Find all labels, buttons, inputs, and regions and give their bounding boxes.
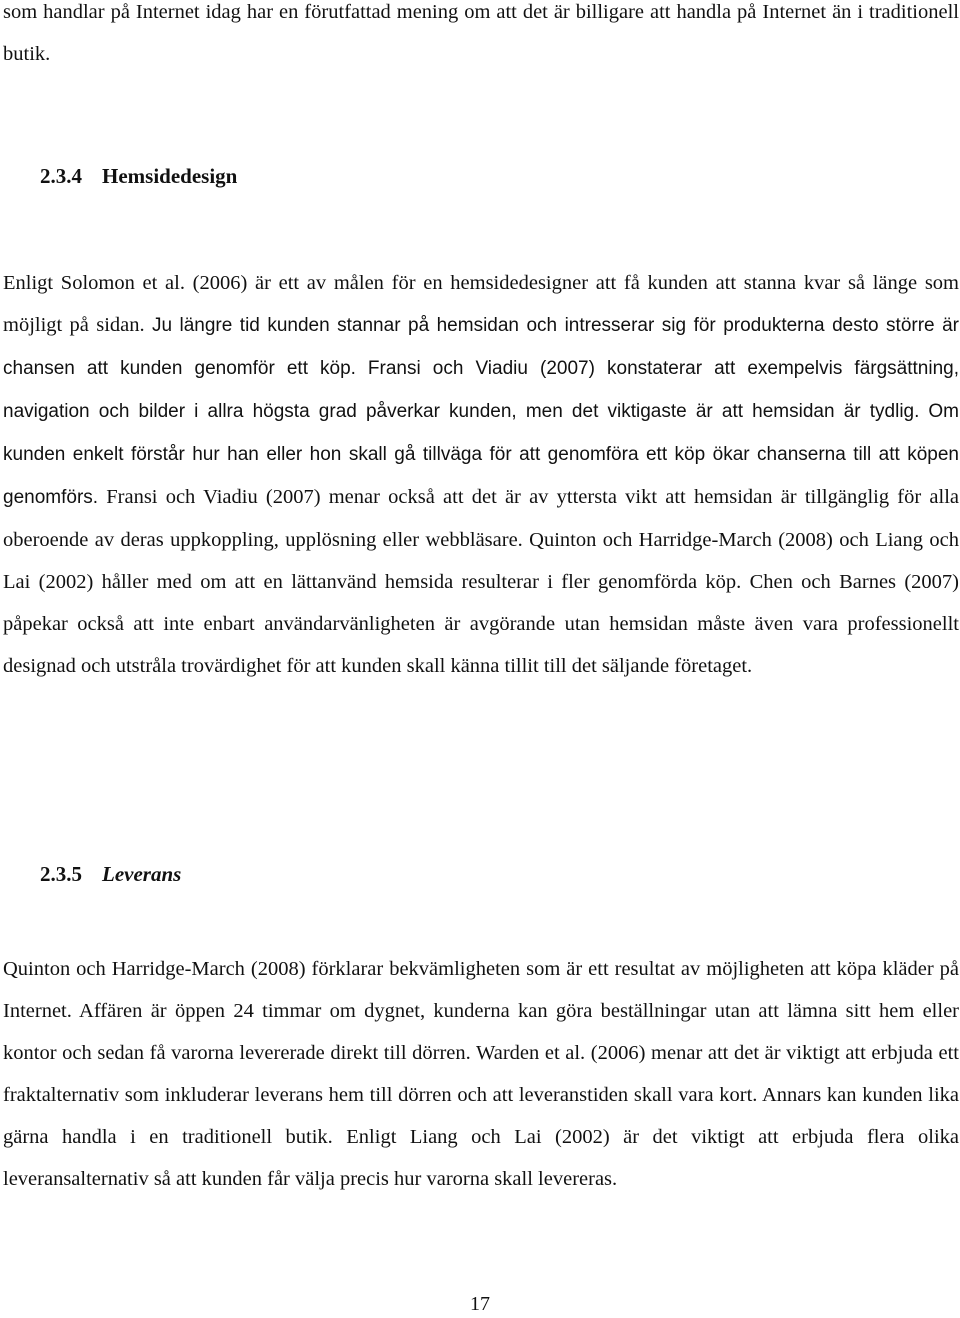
intro-paragraph [3, 0, 959, 75]
hemsidedesign-sentence-3: Fransi och Viadiu (2007) konstaterar att exempelvis färgsättning, navigation och bilder i allra högsta grad påverkar kunden, men det viktigaste är att hemsidan är tydlig. [3, 358, 959, 422]
section-number: 2.3.4 [40, 164, 82, 188]
leverans-paragraph [3, 948, 959, 1200]
hemsidedesign-sentence-5: Fransi och Viadiu (2007) menar också att det är av yttersta vikt att hemsidan är tillgänglig för alla oberoende av deras uppkoppling, upplösning eller webbläsare. Quinton och Harridge-March (2008) och Liang och Lai (2002) håller med om att en lättanvänd hemsida resulterar i fler genomförda köp. Chen och Barnes (2007) påpekar också att inte enbart användarvänligheten är avgörande utan hemsidan måste även vara professionellt designad och utstråla trovärdighet för att kunden skall känna tillit till det säljande företaget. [3, 486, 959, 677]
hemsidedesign-sentence-4: Om kunden enkelt förstår hur han eller hon skall gå tillväga för att genomföra ett köp ökar chanserna till att köpen genomförs. [3, 401, 959, 508]
page-number: 17 [470, 1293, 490, 1315]
leverans-text: Quinton och Harridge-March (2008) förklarar bekvämligheten som är ett resultat av möjligheten att köpa kläder på Internet. Affären är öppen 24 timmar om dygnet, kunderna kan göra beställningar utan att lämna sitt hem eller kontor och sedan få varorna levererade direkt till dörren. Warden et al. (2006) menar att det är viktigt att erbjuda ett fraktalternativ som inkluderar leverans hem till dörren och att leveranstiden skall vara kort. Annars kan kunden lika gärna handla i en traditionell butik. Enligt Liang och Lai (2002) är det viktigt att erbjuda flera olika leveransalternativ så att kunden får välja precis hur varorna skall levereras. [3, 958, 959, 1190]
hemsidedesign-sentence-1: Enligt Solomon et al. (2006) är ett av målen för en hemsidedesigner att få kunden att stanna kvar så länge som möjligt på sidan. [3, 272, 959, 336]
hemsidedesign-paragraph [3, 262, 959, 687]
hemsidedesign-sentence-2: Ju längre tid kunden stannar på hemsidan och intresserar sig för produkterna desto större är chansen att kunden genomför ett köp. [3, 315, 959, 379]
section-title: Leverans [102, 862, 182, 886]
section-title: Hemsidedesign [102, 164, 238, 188]
intro-text: som handlar på Internet idag har en förutfattad mening om att det är billigare att handla på Internet än i traditionell butik. [3, 1, 959, 65]
section-heading-hemsidedesign [40, 164, 237, 189]
section-heading-leverans [40, 862, 181, 887]
section-number: 2.3.5 [40, 862, 82, 886]
